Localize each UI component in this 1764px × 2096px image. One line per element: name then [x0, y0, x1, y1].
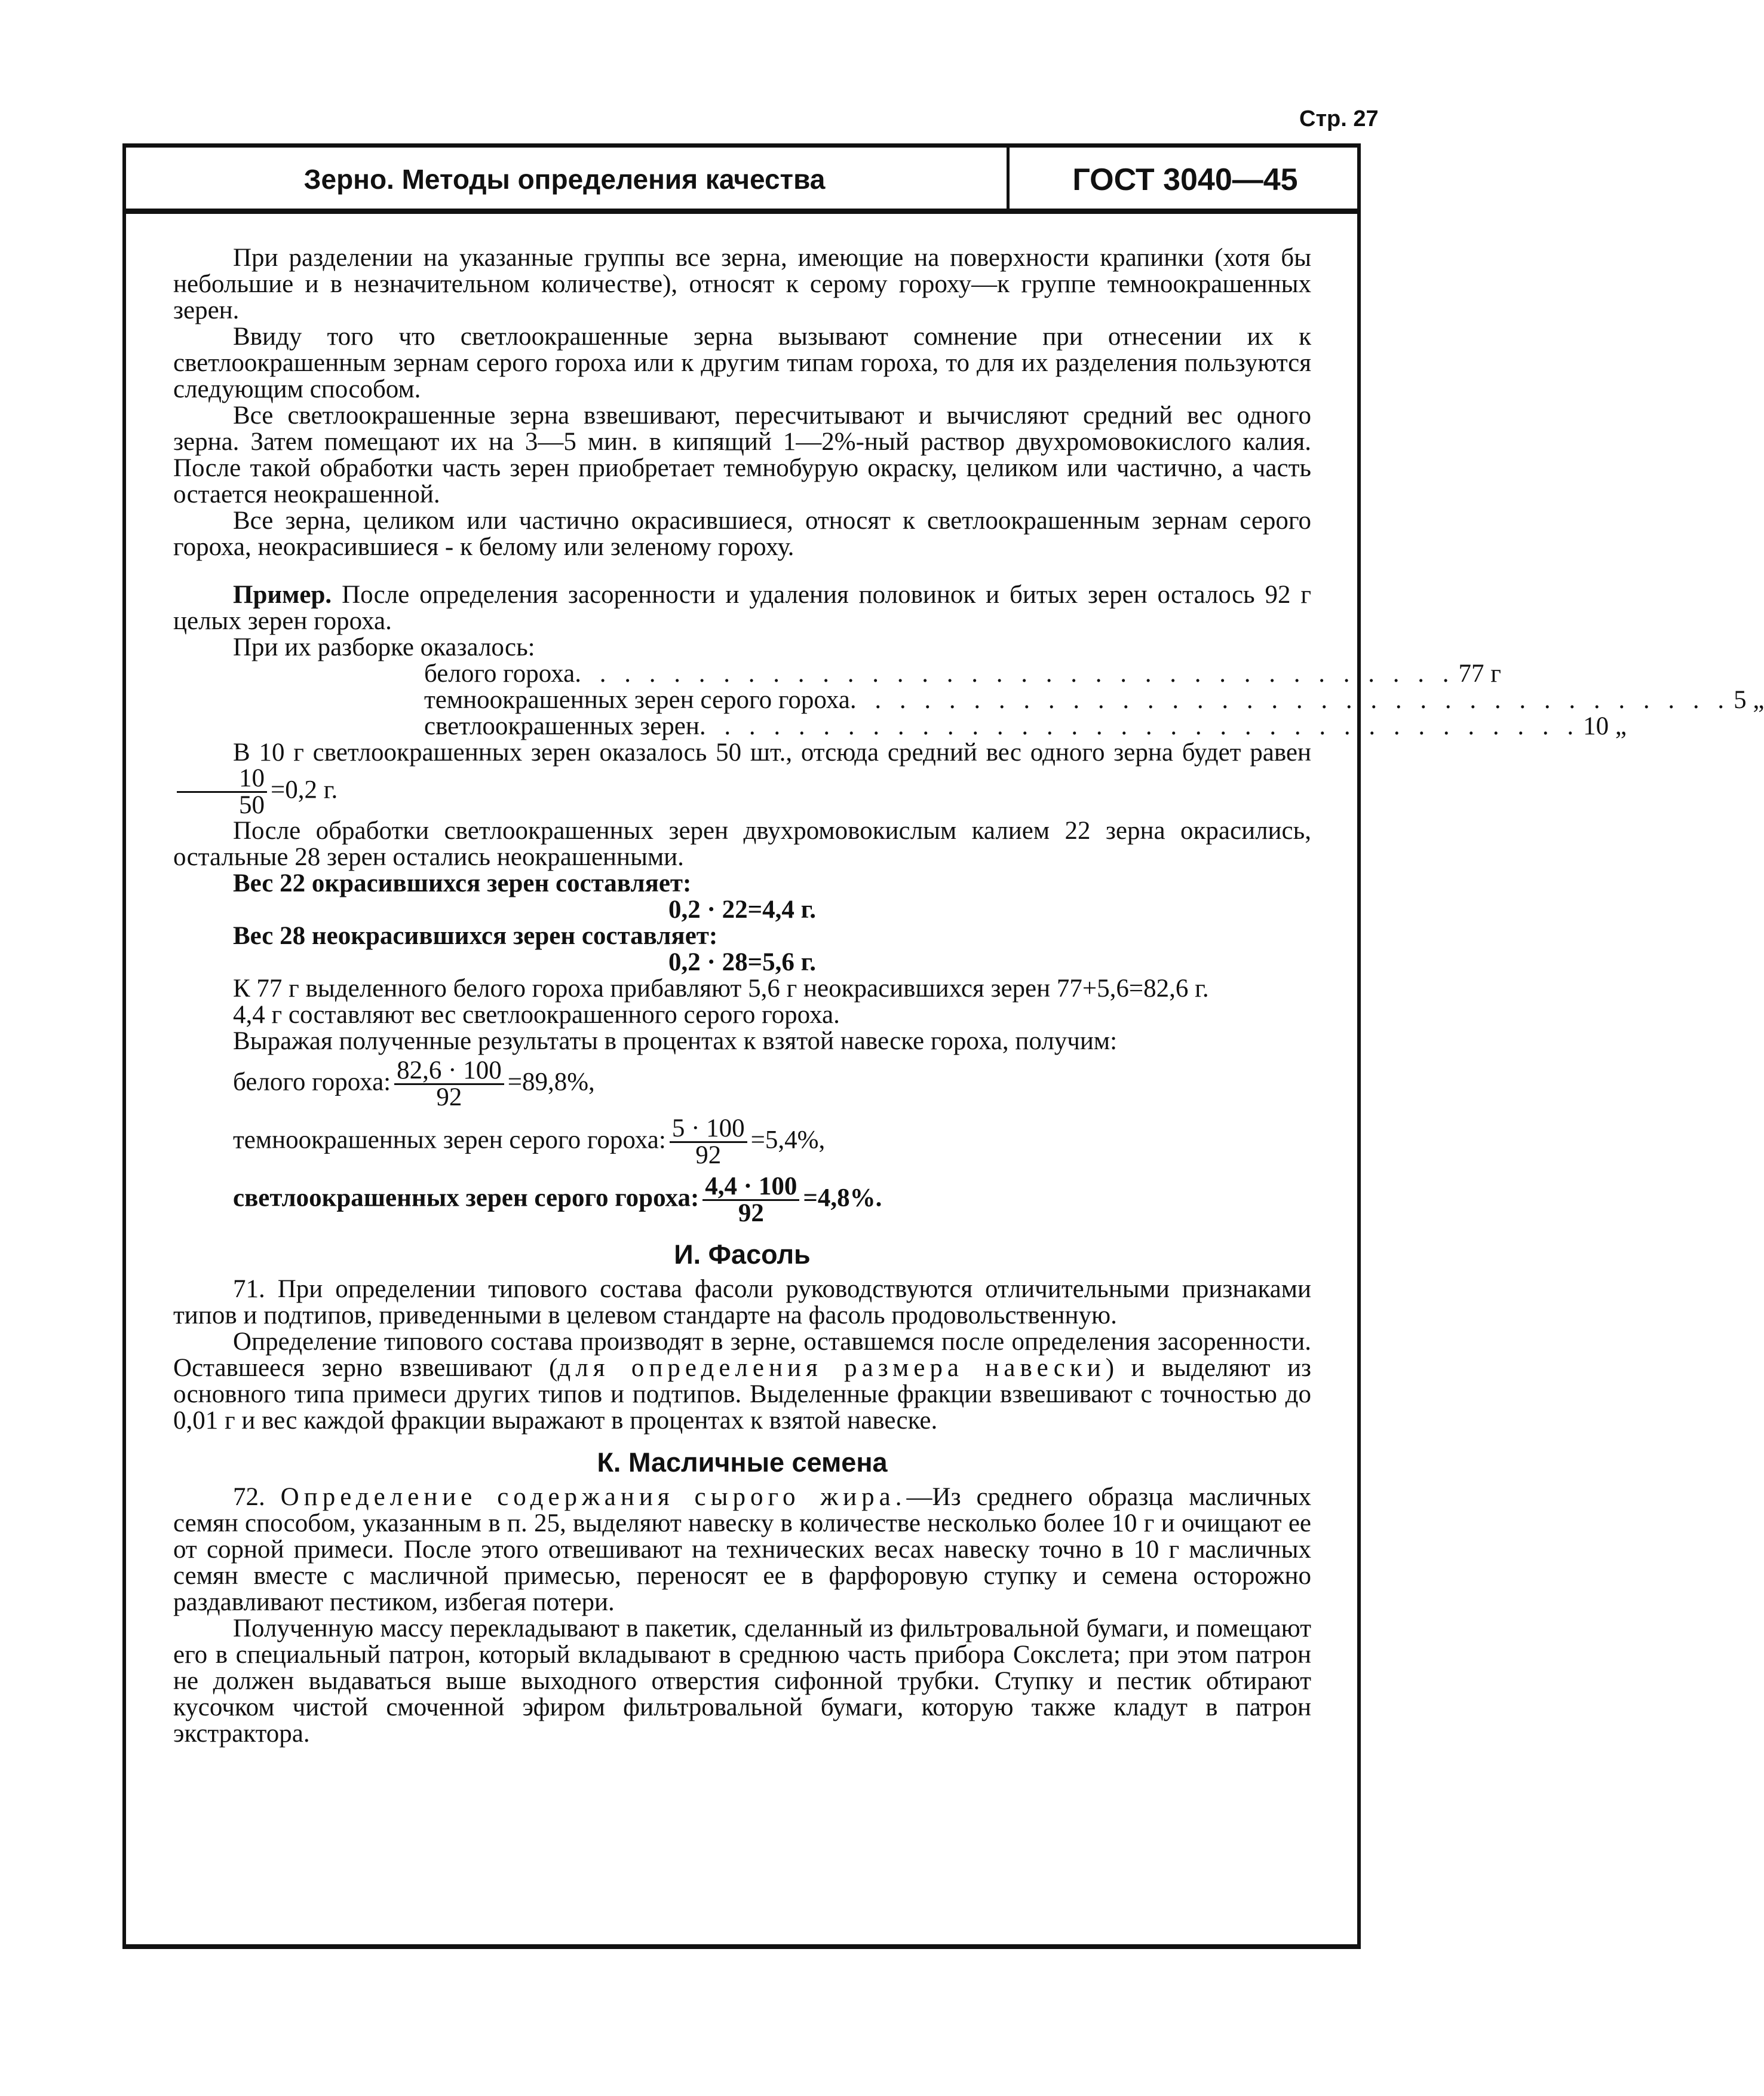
page-number: Стр. 27	[1299, 106, 1379, 131]
example-text: После определения засоренности и удаления половинок и битых зерен осталось 92 г целых зерен гороха.	[173, 581, 1312, 635]
average-weight-line: В 10 г светлоокрашенных зерен оказалось 50 шт., отсюда средний вес одного зерна будет равен $\frac{10}{50}$ =0,2 г.	[173, 740, 1311, 818]
sort-results-list	[424, 660, 1764, 740]
header-standard-code: ГОСТ 3040—45	[1072, 163, 1298, 197]
sort-intro: При их разборке оказалось:	[233, 633, 535, 661]
frame-right-border	[1357, 143, 1361, 1948]
result-light-grains: светлоокрашенных зерен серого гороха: $\frac{4,4 \cdot 100}{92}$ =4,8%.	[233, 1172, 882, 1227]
list-item: темноокрашенных зерен серого гороха . . . . . . . . . . . . . . . . . . . . . . . . . . . . . . . . . . . . 5 „	[424, 686, 1764, 714]
paragraph-73: Полученную массу перекладывают в пакетик, сделанный из фильтровальной бумаги, и помещают его в специальный патрон, который вкладывают в среднюю часть прибора Сокслета; при этом патрон не должен выдаваться выше выходного отверстия сифонной трубки. Ступку и пестик обтирают кусочком чистой смоченной эфиром фильтровальной бумаги, которую также кладут в патрон экстрактора.	[173, 1614, 1311, 1748]
result-white-pea: белого гороха: $\frac{82,6 \cdot 100}{92}$ =89,8%,	[233, 1056, 595, 1111]
list-item: белого гороха . . . . . . . . . . . . . . . . . . . . . . . . . . . . . . . . . . . . 77 г	[424, 660, 1501, 688]
weight-22-formula: 0,2 · 22=4,4 г.	[668, 896, 817, 924]
fraction: $\frac{4,4 \cdot 100}{92}$	[702, 1174, 799, 1226]
paragraph-sum: К 77 г выделенного белого гороха прибавляют 5,6 г неокрасившихся зерен 77+5,6=82,6 г.	[233, 975, 1209, 1003]
list-item: светлоокрашенных зерен . . . . . . . . . . . . . . . . . . . . . . . . . . . . . . . . . . . . 10 „	[424, 712, 1627, 740]
page-body	[173, 244, 1764, 1748]
weight-28-label: Вес 28 неокрасившихся зерен составляет:	[233, 922, 718, 950]
paragraph-doubt: Ввиду того что светлоокрашенные зерна вызывают сомнение при отнесении их к светлоокрашенным зернам серого гороха или к другим типам гороха, то для их разделения пользуются следующим способом.	[173, 323, 1311, 403]
fraction: $\frac{82,6 \cdot 100}{92}$	[394, 1058, 504, 1110]
paragraph-grouping: При разделении на указанные группы все зерна, имеющие на поверхности крапинки (хотя бы небольшие и в незначительном количестве), относят к серому гороху—к группе темноокрашенных зерен.	[173, 244, 1311, 324]
frame-bottom-border	[122, 1944, 1361, 1949]
example-label: Пример.	[233, 581, 332, 609]
paragraph-percent-intro: Выражая полученные результаты в процентах к взятой навеске гороха, получим:	[233, 1027, 1118, 1055]
weight-28-formula: 0,2 · 28=5,6 г.	[668, 948, 817, 976]
result-dark-grains: темноокрашенных зерен серого гороха: $\frac{5 \cdot 100}{92}$ =5,4%,	[233, 1114, 826, 1169]
fraction: $\frac{10}{50}$	[177, 766, 267, 818]
paragraph-method: Все светлоокрашенные зерна взвешивают, пересчитывают и вычисляют средний вес одного зерна. Затем помещают их на 3—5 мин. в кипящий 1—2%-ный раствор двухромовокислого калия. После такой обработки часть зерен приобретает темнобурую окраску, целиком или частично, а часть остается неокрашенной.	[173, 402, 1311, 508]
paragraph-treatment: После обработки светлоокрашенных зерен двухромовокислым калием 22 зерна окрасились, остальные 28 зерен остались неокрашенными.	[173, 817, 1311, 871]
frame-left-border	[122, 143, 126, 1948]
paragraph-71b: Определение типового состава производят в зерне, оставшемся после определения засоренности. Оставшееся зерно взвешивают (для определения размера навески) и выделяют из основного типа примеси других типов и подтипов. Выделенные фракции взвешивают с точностью до 0,01 г и вес каждой фракции выражают в процентах к взятой навеске.	[173, 1328, 1312, 1435]
example-paragraph	[173, 582, 1311, 635]
section-heading-beans: И. Фасоль	[674, 1239, 811, 1270]
fraction: $\frac{5 \cdot 100}{92}$	[670, 1116, 747, 1168]
header-title: Зерно. Методы определения качества	[303, 164, 826, 195]
paragraph-71a: 71. При определении типового состава фасоли руководствуются отличительными признаками типов и подтипов, приведенными в целевом стандарте на фасоль продовольственную.	[173, 1275, 1311, 1329]
paragraph-72: 72. Определение содержания сырого жира.—Из среднего образца масличных семян способом, указанным в п. 25, выделяют навеску в количестве несколько более 10 г и очищают ее от сорной примеси. После этого отвешивают на технических весах навеску точно в 10 г масличных семян вместе с масличной примесью, переносят ее в фарфоровую ступку и семена осторожно раздавливают пестиком, избегая потери.	[173, 1483, 1311, 1616]
section-heading-oilseeds: К. Масличные семена	[597, 1447, 888, 1478]
paragraph-classification: Все зерна, целиком или частично окрасившиеся, относят к светлоокрашенным зернам серого гороха, неокрасившиеся - к белому или зеленому гороху.	[173, 507, 1311, 561]
page-header	[122, 143, 1361, 214]
paragraph-light-weight: 4,4 г составляют вес светлоокрашенного серого гороха.	[233, 1001, 840, 1029]
weight-22-label: Вес 22 окрасившихся зерен составляет:	[233, 869, 692, 897]
